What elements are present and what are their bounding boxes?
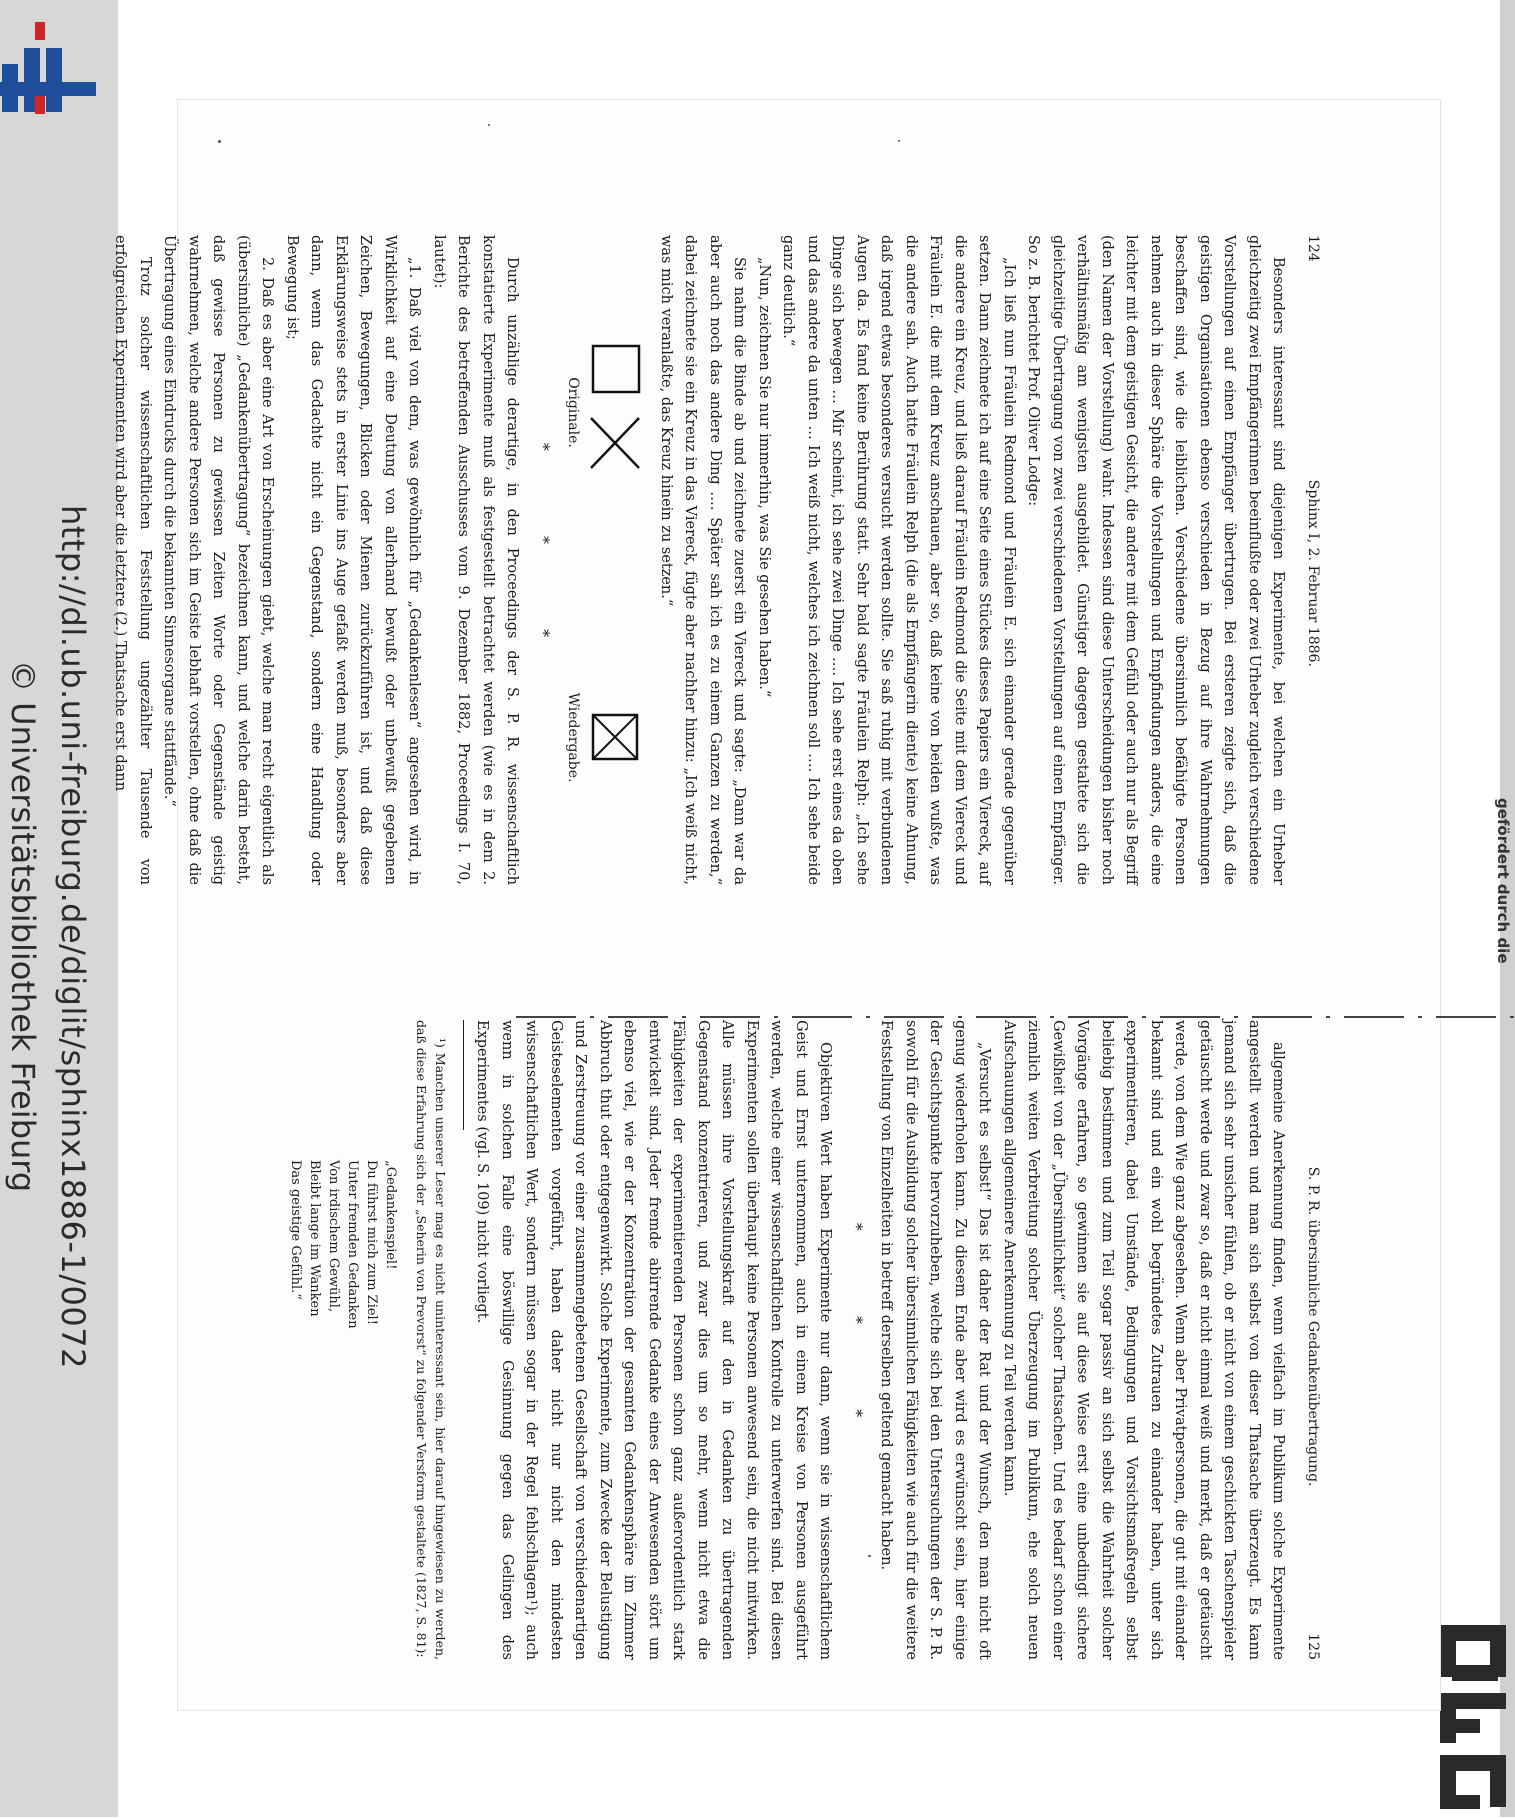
section-separator: * * * [847, 1222, 866, 1458]
paragraph: Objektiven Wert haben Experimente nur dann, wenn sie in wissenschaftlichem Geist und Ernst unternommen, auch in einem Kreise von Personen ausgeführt werden, welche einer wissenschaftlichen Kontrolle zu unterwerfen sind. Bei diesen Experimenten sollen überhaupt keine Personen anwesend sein, die nicht mitwirken. Alle müssen ihre Vorstellungskraft auf den in Gedanken zu übertragenden Gegenstand konzentrieren, und zwar dies um so mehr, wenn nicht etwa die Fähigkeiten der experimentierenden Personen schon ganz außerordentlich stark entwickelt sind. Jeder fremde abirrende Gedanke eines der Anwesenden stört um ebenso viel, wie er der Konzentration der gesamten Gedankensphäre im Zimmer Abbruch thut oder entgegenwirkt. Solche Experimente, zum Zwecke der Belustigung und Zerstreuung vor einer zusammengebetenen Gesellschaft von verschiedenartigen Geisteselementen vorgeführt, haben daher nicht nur nicht den mindesten wissenschaftlichen Wert, sondern müssen sogar in der Regel fehlschlagen¹); auch wenn in solchen Falle eine böswillige Gesinnung gegen das Gelingen des Experimentes (vgl. S. 109) nicht vorliegt. [474, 1020, 834, 1660]
poem-line: Du führst mich zum Ziel! [364, 1160, 379, 1325]
poem-line: Unter fremden Gedanken [345, 1160, 360, 1329]
page-header [1301, 1020, 1326, 1660]
poem-line: „Gedankenspiel! [383, 1160, 398, 1270]
paragraph: „1. Daß viel von dem, was gewöhnlich für „Gedankenlesen“ angesehen wird, in Wirklichkeit auf eine Deutung von allerhand bewußt oder unbewußt gegebenen Zeichen, Bewegungen, Blicken oder Mienen zurückzuführen ist, und daß diese Erklärungsweise stets in erster Linie ins Auge gefaßt werden muß, besonders aber dann, wenn das Gedachte nicht ein Gegenstand, sondern eine Handlung oder Bewegung ist; [284, 235, 423, 885]
poem-line: Von irdischem Gewühl, [326, 1160, 341, 1313]
paragraph: Durch unzählige derartige, in den Proceedings der S. P. R. wissenschaftlich konstatierte Experimente muß als festgestellt betrachtet werden (wie es in dem 2. Berichte des betreffenden Ausschusses vom 9. Dezember 1882, Proceedings I. 70, lautet): [431, 235, 521, 885]
paragraph: Besonders interessant sind diejenigen Experimente, bei welchen ein Urheber gleichzeitig zwei Empfängerinnen beeinflußte oder zwei Urheber zugleich verschiedene Vorstellungen auf einen Empfänger übertrugen. Bei ersteren zeigte sich, daß die geistigen Organisationen ebenso verschieden in Bezug auf ihre Wahrnehmungen beschaffen sind, wie die leiblichen. Verschiedene übersinnlich befähigte Personen nehmen auch in dieser Sphäre die Vorstellungen und Empfindungen anders, die eine leichter mit dem geistigen Gesicht, die andere mit dem Gefühl oder auch nur als Begriff (den Namen der Vorstellung) wahr. Indessen sind diese Unterscheidungen bisher noch verhältnismäßig am wenigsten ausgebildet. Günstiger dagegen gestaltete sich die gleichzeitige Übertragung von zwei verschiedenen Vorstellungen auf einen Empfänger. So z. B. berichtet Prof. Oliver Lodge: [1025, 235, 1287, 885]
paragraph: Trotz solcher wissenschaftlichen Feststellung ungezählter Tausende von erfolgreichen Experimenten wird aber die letztere (2.) Thatsache erst dann [112, 235, 153, 885]
paragraph: „Ich ließ nun Fräulein Redmond und Fräulein E. sich einander gerade gegenüber setzen. Dann zeichnete ich auf eine Seite eines Stückes dieses Papiers ein Viereck, auf die andere ein Kreuz, und ließ darauf Fräulein Redmond die Seite mit dem Viereck und Fräulein E. die mit dem Kreuz anschauen, aber so, daß keine von beiden wußte, was die andere sah. Auch hatte Fräulein Relph (die als Empfängerin diente) keine Ahnung, daß irgend etwas besonderes versucht werden sollte. Sie saß ruhig mit verbundenen Augen da. Es fand keine Berührung statt. Sehr bald sagte Fräulein Relph: „Ich sehe Dinge sich bewegen … Mir scheint, ich sehe zwei Dinge …. Ich sehe erst eines da oben und das andere da unten … Ich weiß nicht, welches ich zeichnen soll …. Ich sehe beide ganz deutlich.“ [780, 235, 1017, 885]
figure-reproduction [561, 693, 646, 783]
page-header [1301, 235, 1326, 885]
paragraph: Sie nahm die Binde ab und zeichnete zuerst ein Viereck und sagte: „Dann war da aber auch noch das andere Ding …. Später sah ich es zu einem Ganzen zu werden,“ dabei zeichnete sie ein Kreuz in das Viereck, fügte aber nachher hinzu: „Ich weiß nicht, was mich veranlaßte, das Kreuz hinein zu setzen.“ [658, 235, 748, 885]
copyright-notice: © Universitätsbibliothek Freiburg [4, 660, 42, 1193]
page-124 [108, 235, 1325, 885]
figure-caption: Originale. [565, 377, 582, 448]
figure-drawings [561, 235, 646, 885]
figure-originals [561, 338, 646, 488]
footnote-rule [463, 1020, 464, 1130]
funding-label: gefördert durch die [1494, 798, 1512, 964]
ub-freiburg-logo-icon[interactable] [0, 20, 100, 116]
poem [286, 1160, 400, 1660]
page-fold-line [516, 1015, 1515, 1019]
poem-line: Das geistige Gefühl.“ [288, 1160, 303, 1300]
paragraph: „Versucht es selbst!“ Das ist daher der Rat und der Wunsch, den man nicht oft genug wiederholen kann. Zu diesem Ende aber wird es erwünscht sein, hier einige der Gesichtspunkte hervorzuheben, welche sich bei den Untersuchungen der S. P. R. sowohl für die Ausbildung solcher übersinnlichen Fähigkeiten wie auch für die weitere Feststellung von Einzelheiten in betreff derselben geltend gemacht haben. [878, 1020, 993, 1660]
paragraph: allgemeine Anerkennung finden, wenn vielfach im Publikum solche Experimente angestellt werden und man sich selbst von dieser Thatsache überzeugt. Es kann jemand sich sehr unsicher fühlen, ob er nicht von einem geschickten Taschenspieler getäuscht werde und zwar so, daß er nicht einmal weiß und merkt, daß er getäuscht werde, von dem Wie ganz abgesehen. Wenn aber Privatpersonen, die gut mit einander bekannt sind und ein wohl begründetes Zutrauen zu einander haben, unter sich experimentieren, dabei Umstände, Bedingungen und Vorsichtsmaßregeln selbst beliebig bestimmen und zum Teil sogar passiv an sich selbst die Wahrheit solcher Vorgänge erfahren, so gewinnen sie auf diese Weise erst eine unbedingt sichere Gewißheit von der „Übersinnlichkeit“ solcher Thatsachen. Und es bedarf schon einer ziemlich weiten Verbreitung solcher Überzeugung im Publikum, ehe solch neuen Aufschauungen allgemeinere Anerkennung zu Teil werden kann. [1001, 1020, 1287, 1660]
footnote: ¹) Manchen unserer Leser mag es nicht uninteressant sein, hier darauf hingewiesen zu werden, daß diese Erfahrung sich der „Seherin von Prevorst“ zu folgender Versform gestaltete (1827, S. 81): [414, 1020, 449, 1660]
page-125 [286, 1020, 1325, 1660]
section-separator: * * * [534, 442, 553, 678]
figure-caption: Wiedergabe. [565, 692, 582, 783]
running-head: S. P. R. übersinnliche Gedankenübertragung. [1305, 1166, 1321, 1487]
poem-line: Bleibt lange im Wanken [307, 1160, 322, 1317]
crossed-square-icon [586, 703, 646, 773]
square-and-cross-icon [586, 338, 646, 488]
dfg-logo-icon [1432, 1615, 1514, 1815]
page-number: 125 [1305, 1633, 1321, 1660]
page-number: 124 [1305, 235, 1321, 262]
paragraph: 2. Daß es aber eine Art von Erscheinungen giebt, welche man recht eigentlich als (übersinnliche) „Gedankenübertragung“ bezeichnen kann, und welche darin besteht, daß gewisse Personen zu gewissen Zeiten Worte oder Gegenstände geistig wahrnehmen, welche andere Personen sich im Geiste lebhaft vorstellen, ohne daß die Übertragung eines Eindrucks durch die bekannten Sinnesorgane stattfände.“ [161, 235, 276, 885]
paragraph: „Nun, zeichnen Sie nur immerhin, was Sie gesehen haben.“ [756, 257, 772, 698]
running-head: Sphinx I, 2. Februar 1886. [1305, 479, 1321, 667]
document-url[interactable]: http://dl.ub.uni-freiburg.de/diglit/sphinx1886-1/0072 [54, 505, 92, 1369]
